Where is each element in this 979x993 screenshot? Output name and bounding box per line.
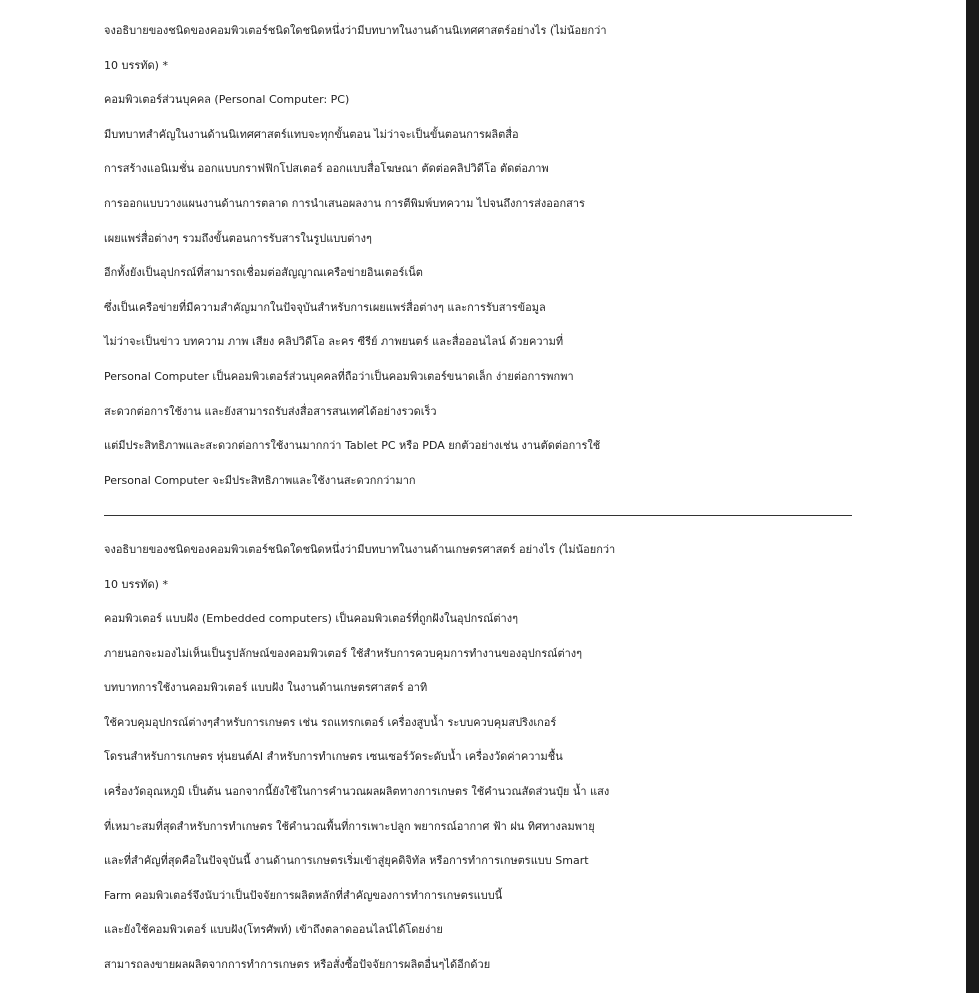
answer-2-line-4: ใช้ควบคุมอุปกรณ์ต่างๆสำหรับการเกษตร เช่น รถแทรกเตอร์ เครื่องสูบน้ำ ระบบควบคุมสปริงเกอร์ — [104, 715, 557, 729]
answer-2-line-9: Farm คอมพิวเตอร์จึงนับว่าเป็นปัจจัยการผลิตหลักที่สำคัญของการทำการเกษตรแบบนี้ — [104, 888, 503, 902]
answer-1-line-4: การออกแบบวางแผนงานด้านการตลาด การนำเสนอผลงาน การตีพิมพ์บทความ ไปจนถึงการส่งออกสาร — [104, 196, 585, 210]
answer-2-line-5: โดรนสำหรับการเกษตร หุ่นยนต์AI สำหรับการทำเกษตร เซนเซอร์วัดระดับน้ำ เครื่องวัดค่าความชื้น — [104, 750, 563, 764]
answer-2-line-10: และยังใช้คอมพิวเตอร์ แบบฝัง(โทรศัพท์) เข้าถึงตลาดออนไลน์ได้โดยง่าย — [104, 923, 443, 937]
answer-2-line-3: บทบาทการใช้งานคอมพิวเตอร์ แบบฝัง ในงานด้านเกษตรศาสตร์ อาทิ — [104, 681, 428, 695]
answer-1-line-3: การสร้างแอนิเมชั่น ออกแบบกราฟฟิกโปสเตอร์ ออกแบบสื่อโฆษณา ตัดต่อคลิปวิดีโอ ตัดต่อภาพ — [104, 162, 549, 176]
answer-1-line-7: ซึ่งเป็นเครือข่ายที่มีความสำคัญมากในปัจจุบันสำหรับการเผยแพร่สื่อต่างๆ และการรับสารข้อมูล — [104, 300, 546, 314]
question-2-line-1: จงอธิบายของชนิดของคอมพิวเตอร์ชนิดใดชนิดหนึ่งว่ามีบทบาทในงานด้านเกษตรศาสตร์ อย่างไร (ไม่น้อยกว่า — [104, 542, 616, 556]
question-1-line-2: 10 บรรทัด) * — [104, 58, 168, 72]
answer-2-line-11: สามารถลงขายผลผลิตจากการทำการเกษตร หรือสั่งซื้อปัจจัยการผลิตอื่นๆได้อีกด้วย — [104, 958, 491, 972]
question-1-line-1: จงอธิบายของชนิดของคอมพิวเตอร์ชนิดใดชนิดหนึ่งว่ามีบทบาทในงานด้านนิเทศศาสตร์อย่างไร (ไม่น้อยกว่า — [104, 24, 607, 37]
answer-1-line-6: อีกทั้งยังเป็นอุปกรณ์ที่สามารถเชื่อมต่อสัญญาณเครือข่ายอินเตอร์เน็ต — [104, 266, 423, 280]
answer-1-line-10: สะดวกต่อการใช้งาน และยังสามารถรับส่งสื่อสารสนเทศได้อย่างรวดเร็ว — [104, 404, 437, 418]
answer-1-line-8: ไม่ว่าจะเป็นข่าว บทความ ภาพ เสียง คลิปวิดีโอ ละคร ซีรีย์ ภาพยนตร์ และสื่อออนไลน์ ด้วยความที่ — [104, 335, 564, 349]
answer-1-line-5: เผยแพร่สื่อต่างๆ รวมถึงขั้นตอนการรับสารในรูปแบบต่างๆ — [104, 231, 372, 245]
answer-1-line-2: มีบทบาทสำคัญในงานด้านนิเทศศาสตร์แทบจะทุกขั้นตอน ไม่ว่าจะเป็นขั้นตอนการผลิตสื่อ — [104, 127, 519, 141]
question-2-line-2: 10 บรรทัด) * — [104, 577, 168, 591]
window-scrollbar[interactable] — [966, 0, 979, 993]
answer-1-line-12: Personal Computer จะมีประสิทธิภาพและใช้งานสะดวกกว่ามาก — [104, 473, 416, 487]
answer-1-line-11: แต่มีประสิทธิภาพและสะดวกต่อการใช้งานมากกว่า Tablet PC หรือ PDA ยกตัวอย่างเช่น งานตัดต่อการใช้ — [104, 439, 601, 453]
answer-2-line-7: ที่เหมาะสมที่สุดสำหรับการทำเกษตร ใช้คำนวณพื้นที่การเพาะปลูก พยากรณ์อากาศ ฟ้า ฝน ทิศทางลมพายุ — [104, 819, 595, 833]
answer-2-line-6: เครื่องวัดอุณหภูมิ เป็นต้น นอกจากนี้ยังใช้ในการคำนวณผลผลิตทางการเกษตร ใช้คำนวณสัดส่วนปุ๋ย น้ำ แสง — [104, 785, 610, 799]
divider-rule — [104, 515, 852, 516]
answer-2-line-1: คอมพิวเตอร์ แบบฝัง (Embedded computers) เป็นคอมพิวเตอร์ที่ถูกฝังในอุปกรณ์ต่างๆ — [104, 612, 518, 626]
document-content — [104, 14, 864, 983]
answer-1-line-9: Personal Computer เป็นคอมพิวเตอร์ส่วนบุคคลที่ถือว่าเป็นคอมพิวเตอร์ขนาดเล็ก ง่ายต่อการพกพา — [104, 369, 574, 383]
answer-2-line-8: และที่สำคัญที่สุดคือในปัจจุบันนี้ งานด้านการเกษตรเริ่มเข้าสู่ยุคดิจิทัล หรือการทำการเกษตรแบบ Smart — [104, 854, 589, 868]
answer-1-line-1: คอมพิวเตอร์ส่วนบุคคล (Personal Computer: PC) — [104, 93, 350, 107]
answer-2-line-2: ภายนอกจะมองไม่เห็นเป็นรูปลักษณ์ของคอมพิวเตอร์ ใช้สำหรับการควบคุมการทำงานของอุปกรณ์ต่างๆ — [104, 646, 583, 660]
section-divider — [104, 498, 864, 533]
